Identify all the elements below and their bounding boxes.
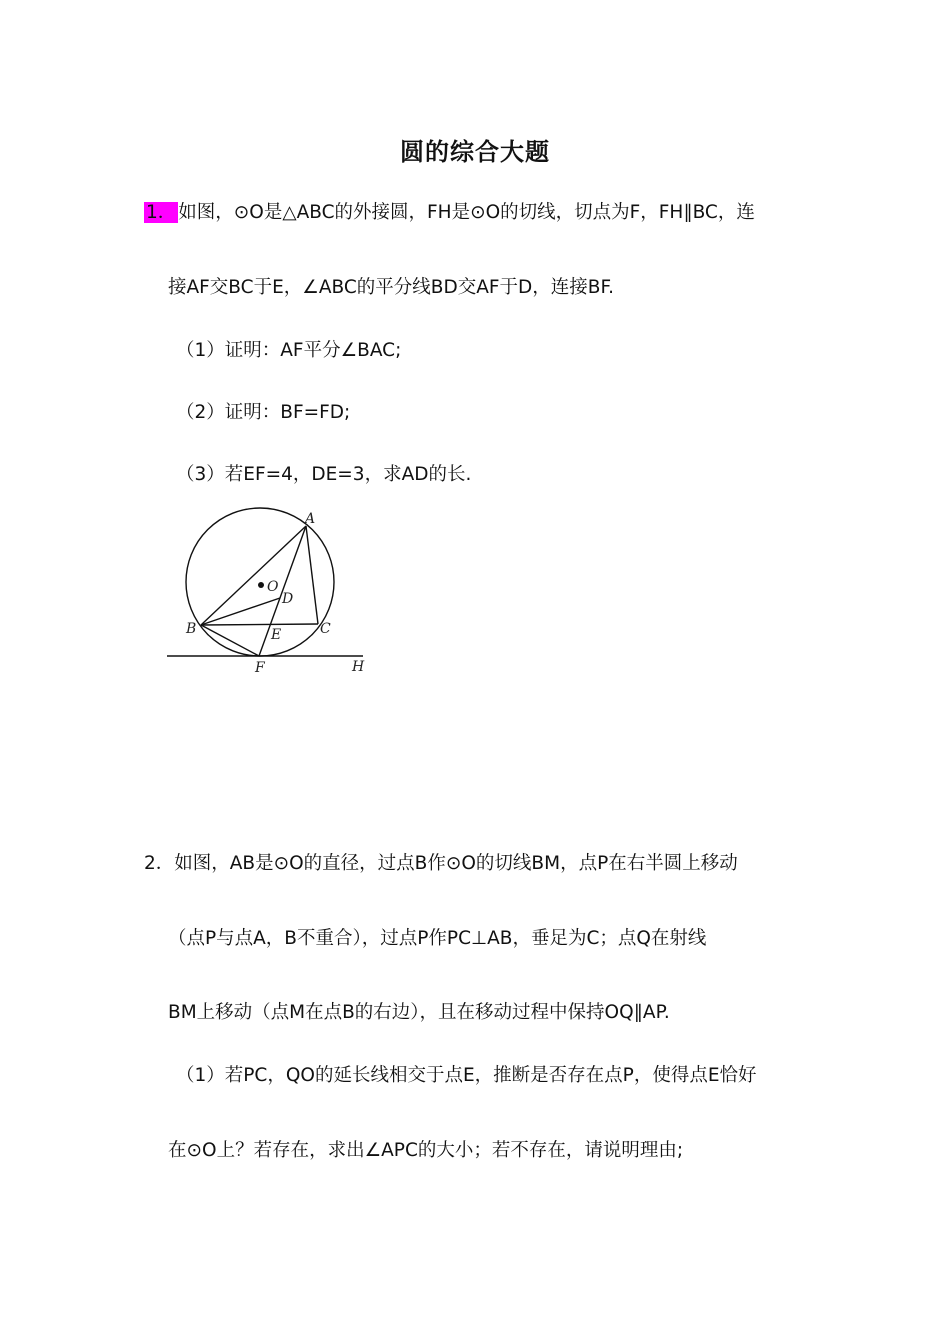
question-1-line-2: 接AF交BC于E，∠ABC的平分线BD交AF于D，连接BF. <box>168 277 615 298</box>
question-2-line-3: BM上移动（点M在点B的右边），且在移动过程中保持OQ∥AP. <box>168 1002 670 1023</box>
label-b: B <box>186 621 197 637</box>
question-2-line-1: 2．如图，AB是⊙O的直径，过点B作⊙O的切线BM，点P在右半圆上移动 <box>144 853 738 874</box>
label-d: D <box>282 591 294 607</box>
segment-ab <box>201 526 306 625</box>
page-title: 圆的综合大题 <box>400 138 550 166</box>
label-a: A <box>305 511 316 527</box>
label-o: O <box>267 579 279 595</box>
question-1-part-1: （1）证明：AF平分∠BAC; <box>176 340 402 361</box>
question-1-part-2: （2）证明：BF=FD; <box>176 402 351 423</box>
question-2-line-2: （点P与点A，B不重合），过点P作PC⊥AB，垂足为C；点Q在射线 <box>168 928 707 949</box>
question-2-part-1b: 在⊙O上？若存在，求出∠APC的大小；若不存在，请说明理由; <box>168 1140 684 1161</box>
question-1-number: 1． <box>146 202 177 223</box>
question-2-part-1a: （1）若PC，QO的延长线相交于点E，推断是否存在点P，使得点E恰好 <box>176 1065 757 1086</box>
segment-ac <box>306 526 318 624</box>
question-1-line-1 <box>144 200 755 226</box>
label-c: C <box>320 621 331 637</box>
label-e: E <box>271 627 282 643</box>
circle-o <box>186 508 334 656</box>
center-point-o <box>258 582 264 588</box>
segment-bd <box>201 598 280 625</box>
segment-bf <box>201 625 259 656</box>
label-f: F <box>255 660 265 676</box>
label-h: H <box>352 659 365 675</box>
segment-bc <box>201 624 318 625</box>
question-1-text-1: 如图，⊙O是△ABC的外接圆，FH是⊙O的切线，切点为F，FH∥BC，连 <box>178 202 755 223</box>
question-1-figure <box>165 505 375 680</box>
question-1-part-3: （3）若EF=4，DE=3，求AD的长. <box>176 464 472 485</box>
